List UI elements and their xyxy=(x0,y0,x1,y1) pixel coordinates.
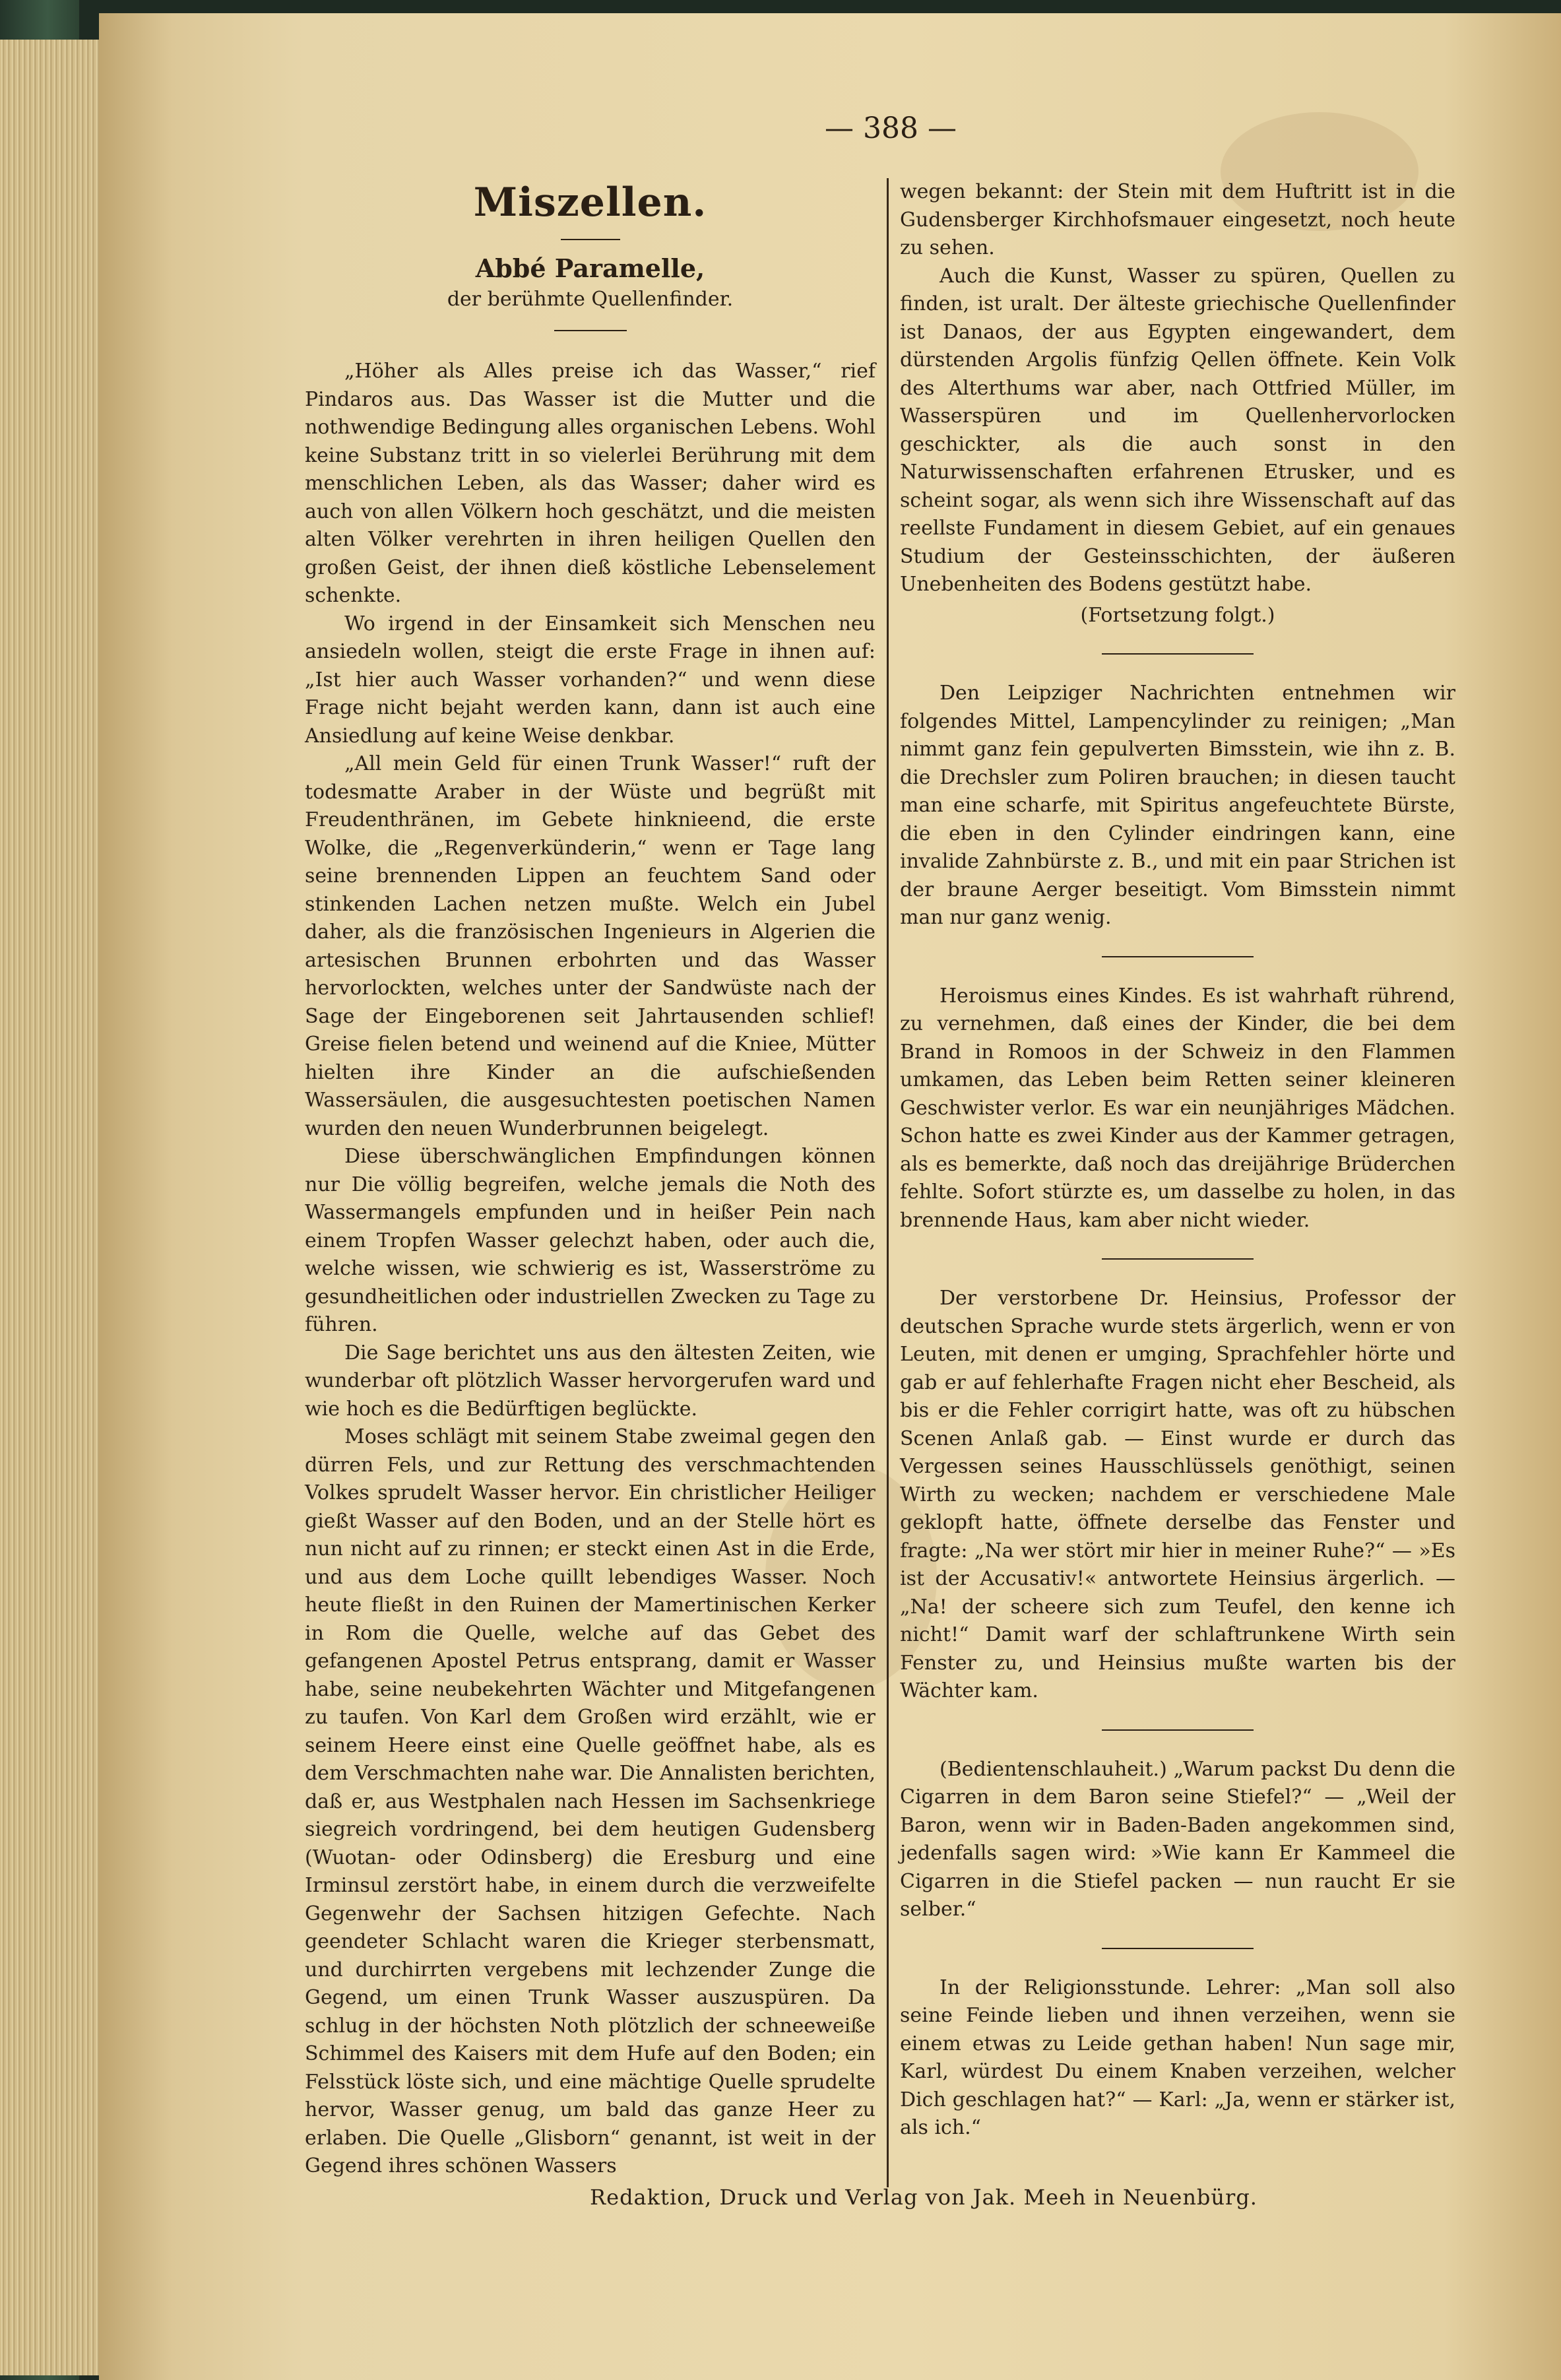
article-paragraph: wegen bekannt: der Stein mit dem Huftritt ist in die Gudensberger Kirchhofsmauer eingesetzt, noch heute zu sehen. xyxy=(900,180,1455,259)
news-item xyxy=(900,982,1455,1235)
article-subtitle: der berühmte Quellenfinder. xyxy=(447,288,734,311)
item-paragraph: Heroismus eines Kindes. Es ist wahrhaft rührend, zu vernehmen, daß eines der Kinder, die bei dem Brand in Romoos in der Schweiz in den Flammen umkamen, das Leben beim Retten seiner kleineren Geschwister verlor. Es war ein neunjähriges Mädchen. Schon hatte es zwei Kinder aus der Kammer getragen, als es bemerkte, daß noch das dreijährige Brüderchen fehlte. Sofort stürzte es, um dasselbe zu holen, in das brennende Haus, kam aber nicht wieder. xyxy=(900,984,1455,1232)
article-paragraph: „All mein Geld für einen Trunk Wasser!“ ruft der todesmatte Araber in der Wüste und begrüßt mit Freudenthränen, im Gebete hinknieend, die erste Wolke, die „Regenverkünderin,“ wenn er Tage lang seine brennenden Lippen an feuchtem Sand oder stinkenden Lachen netzen mußte. Welch ein Jubel daher, als die französischen Ingenieurs in Algerien die artesischen Brunnen erbohrten und das Wasser hervorlockten, welches unter der Sandwüste nach der Sage der Eingeborenen seit Jahrtausenden schlief! Greise fielen betend und weinend auf die Kniee, Mütter hielten ihre Kinder an die aufschießenden Wassersäulen, die ausgesuchtesten poetischen Namen wurden den neuen Wunderbrunnen beigelegt. xyxy=(305,752,876,1140)
article-paragraph: Wo irgend in der Einsamkeit sich Menschen neu ansiedeln wollen, steigt die erste Frage in ihnen auf: „Ist hier auch Wasser vorhanden?“ und wenn diese Frage nicht bejaht werden kann, dann ist auch eine Ansiedlung auf keine Weise denkbar. xyxy=(305,612,876,748)
article-paragraph: „Höher als Alles preise ich das Wasser,“ rief Pindaros aus. Das Wasser ist die Mutter und die nothwendige Bedingung alles organischen Lebens. Wohl keine Substanz tritt in so vielerlei Berührung mit dem menschlichen Leben, als das Wasser; daher wird es auch von allen Völkern hoch geschätzt, und die meisten alten Völker verehrten in ihren heiligen Quellen den großen Geist, der ihnen dieß köstliche Lebenselement schenkte. xyxy=(305,360,876,607)
item-paragraph: In der Religionsstunde. Lehrer: „Man soll also seine Feinde lieben und ihnen verzeihen, wenn sie einem etwas zu Leide gethan haben! Nun sage mir, Karl, würdest Du einem Knaben verzeihen, welcher Dich geschlagen hat?“ — Karl: „Ja, wenn er stärker ist, als ich.“ xyxy=(900,1976,1455,2139)
divider xyxy=(1102,1258,1254,1260)
article-paragraph: Diese überschwänglichen Empfindungen können nur Die völlig begreifen, welche jemals die Noth des Wassermangels empfunden und in heißer Pein nach einem Tropfen Wasser gelechzt haben, oder auch die, welche wissen, wie schwierig es ist, Wasserströme zu gesundheitlichen oder industriellen Zwecken zu Tage zu führen. xyxy=(305,1145,876,1336)
divider xyxy=(1102,1948,1254,1949)
article-paragraph: Auch die Kunst, Wasser zu spüren, Quellen zu finden, ist uralt. Der älteste griechische Quellenfinder ist Danaos, der aus Egypten eingewandert, dem dürstenden Argolis fünfzig Qellen öffnete. Kein Volk des Alterthums war aber, nach Ottfried Müller, im Wasserspüren und im Quellenhervorlocken geschickter, als die auch sonst in den Naturwissenschaften erfahrenen Etrusker, und es scheint sogar, als wenn sich ihre Wissenschaft auf das reellste Fundament in diesem Gebiet, auf ein genaues Studium der Gesteinsschichten, der äußeren Unebenheiten des Bodens gestützt habe. xyxy=(900,264,1455,596)
news-item xyxy=(900,1285,1455,1706)
divider xyxy=(1102,956,1254,957)
news-item xyxy=(900,1974,1455,2142)
divider xyxy=(1102,1729,1254,1731)
item-paragraph: Der verstorbene Dr. Heinsius, Professor der deutschen Sprache wurde stets ärgerlich, wenn er von Leuten, mit denen er umging, Sprachfehler hörte und gab er auf fehlerhafte Fragen nicht eher Bescheid, als bis er die Fehler corrigirt hatte, was oft zu hübschen Scenen Anlaß gab. — Einst wurde er durch das Vergessen seines Hausschlüssels genöthigt, seinen Wirth zu wecken; nachdem er verschiedene Male geklopft hatte, öffnete derselbe das Fenster und fragte: „Na wer stört mir hier in meiner Ruhe?“ — »Es ist der Accusativ!« antwortete Heinsius ärgerlich. — „Na! der scheere sich zum Teufel, den kenne ich nicht!“ Damit warf der schlaftrunkene Wirth sein Fenster zu, und Heinsius mußte warten bis der Wächter kam. xyxy=(900,1287,1455,1702)
right-column xyxy=(900,178,1455,2197)
item-paragraph: (Bedientenschlauheit.) „Warum packst Du denn die Cigarren in dem Baron seine Stiefel?“ — „Weil der Baron, wenn wir in Baden-Baden angekommen sind, jedenfalls sagen wird: »Wie kann Er Kammeel die Cigarren in die Stiefel packen — nun raucht Er sie selber.“ xyxy=(900,1757,1455,1921)
item-paragraph: Den Leipziger Nachrichten entnehmen wir folgendes Mittel, Lampencylinder zu reinigen; „Man nimmt ganz fein gepulverten Bimsstein, wie ihn z. B. die Drechsler zum Poliren brauchen; in diesen taucht man eine scharfe, mit Spiritus angefeuchtete Bürste, die eben in den Cylinder eindringen kann, eine invalide Zahnbürste z. B., und mit ein paar Strichen ist der braune Aerger beseitigt. Vom Bimsstein nimmt man nur ganz wenig. xyxy=(900,682,1455,929)
section-title: Miszellen. xyxy=(473,179,707,226)
left-column xyxy=(305,178,876,2197)
article-paragraph: Die Sage berichtet uns aus den ältesten Zeiten, wie wunderbar oft plötzlich Wasser hervorgerufen ward und wie hoch es die Bedürftigen beglückte. xyxy=(305,1341,876,1421)
news-item xyxy=(900,680,1455,932)
article-title: Abbé Paramelle, xyxy=(475,253,705,283)
news-item xyxy=(900,1756,1455,1924)
divider xyxy=(554,330,627,331)
continued-note: (Fortsetzung folgt.) xyxy=(1080,603,1275,627)
book-page-edges xyxy=(0,40,108,2375)
page-number: — 388 — xyxy=(825,112,957,145)
imprint-line: Redaktion, Druck und Verlag von Jak. Meeh in Neuenbürg. xyxy=(590,2185,1258,2210)
divider xyxy=(1102,653,1254,655)
divider xyxy=(561,239,620,240)
article-paragraph: Moses schlägt mit seinem Stabe zweimal gegen den dürren Fels, und zur Rettung des verschmachtenden Volkes sprudelt Wasser hervor. Ein christlicher Heiliger gießt Wasser auf den Boden, und an der Stelle hört es nun nicht auf zu rinnen; er steckt einen Ast in die Erde, und aus dem Loche quillt lebendiges Wasser. Noch heute fließt in den Ruinen der Mamertinischen Kerker in Rom die Quelle, welche auf das Gebet des gefangenen Apostel Petrus entsprang, damit er Wasser habe, seine neubekehrten Wächter und Mitgefangenen zu taufen. Von Karl dem Großen wird erzählt, wie er seinem Heere einst eine Quelle geöffnet habe, als es dem Verschmachten nahe war. Die Annalisten berichten, daß er, aus Westphalen nach Hessen im Sachsenkriege siegreich vordringend, bei dem heutigen Gudensberg (Wuotan- oder Odinsberg) die Eresburg und eine Irminsul zerstört habe, in einem durch die verzweifelte Gegenwehr der Sachsen hitzigen Gefechte. Nach geendeter Schlacht waren die Krieger sterbensmatt, und durchirrten vergebens mit lechzender Zunge die Gegend, um einen Trunk Wasser auszuspüren. Da schlug in der höchsten Noth plötzlich der schneeweiße Schimmel des Kaisers mit dem Hufe auf den Boden; ein Felsstück löste sich, und eine mächtige Quelle sprudelte hervor, Wasser genug, um bald das ganze Heer zu erlaben. Die Quelle „Glisborn“ genannt, ist weit in der Gegend ihres schönen Wassers xyxy=(305,1425,876,2177)
column-divider xyxy=(887,178,889,2187)
